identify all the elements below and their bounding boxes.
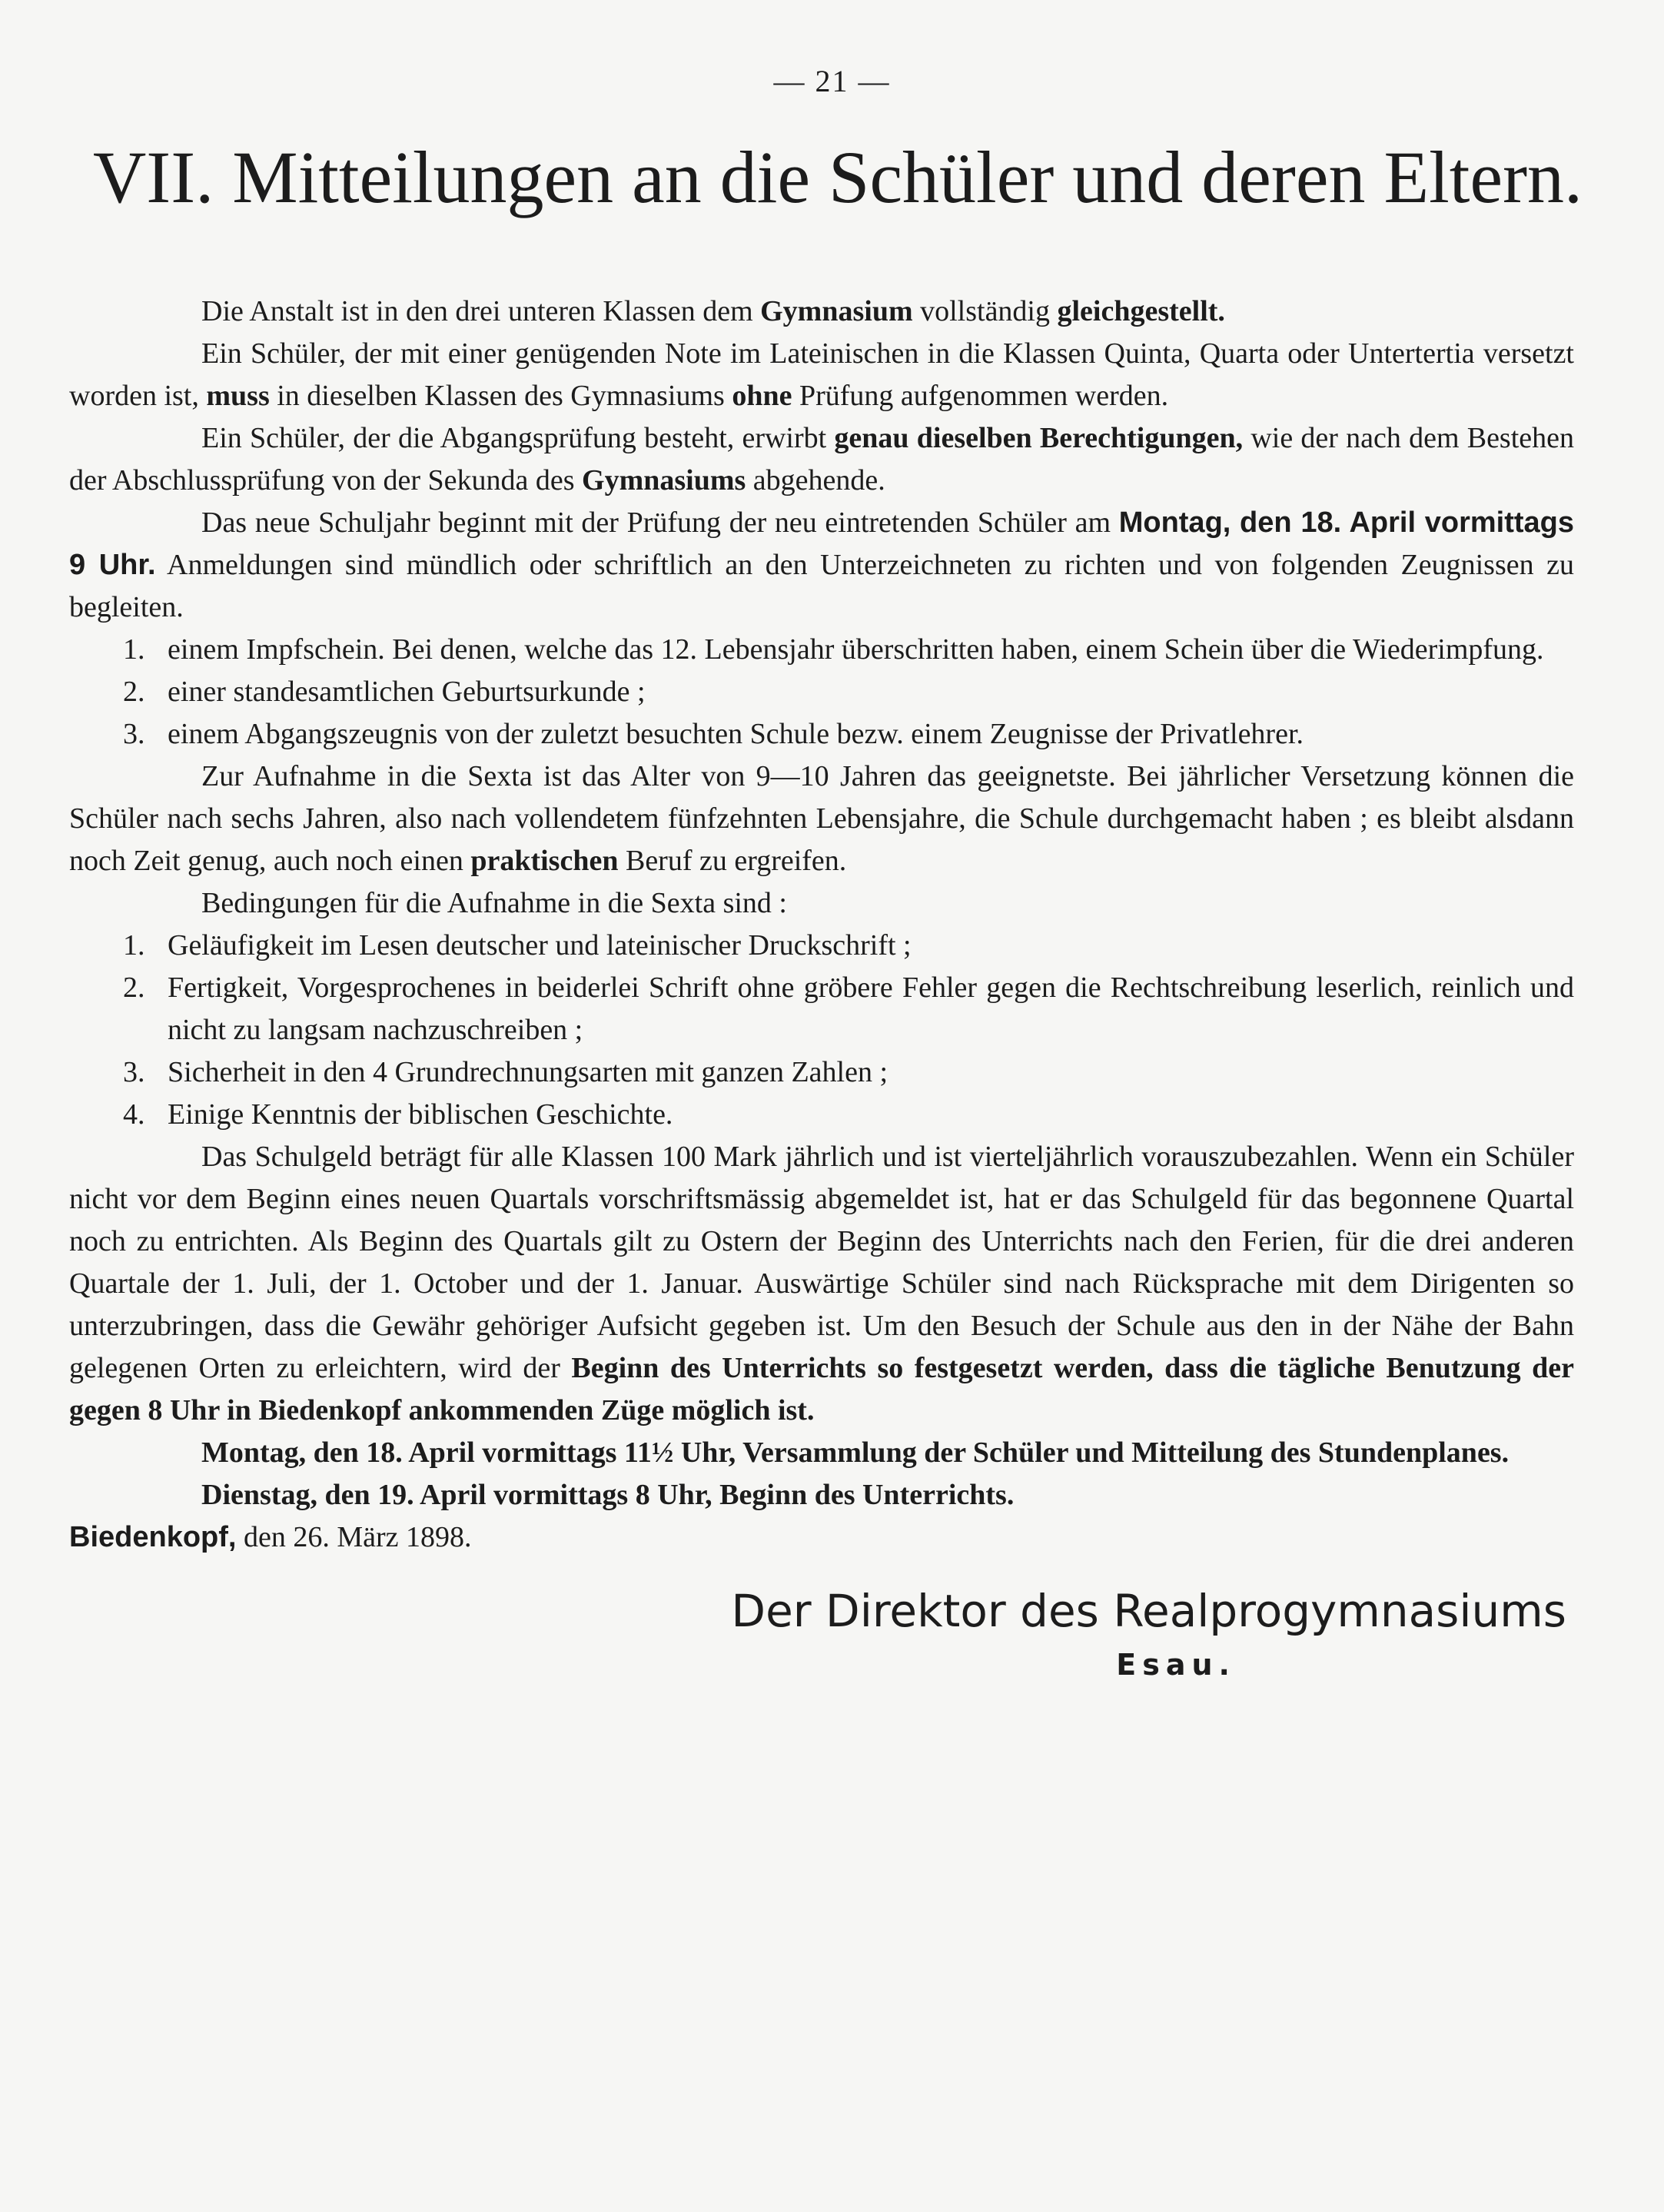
page-number: — 21 —	[773, 64, 891, 98]
list-item: 3. einem Abgangszeugnis von der zuletzt besuchten Schule bezw. einem Zeugnisse der Privatlehrer.	[123, 718, 1304, 750]
paragraph-lessons-start: Dienstag, den 19. April vormittags 8 Uhr, Beginn des Unterrichts.	[201, 1479, 1015, 1511]
list-item: 3. Sicherheit in den 4 Grundrechnungsarten mit ganzen Zahlen ;	[123, 1056, 888, 1088]
list-item: 1. einem Impfschein. Bei denen, welche das 12. Lebensjahr überschritten haben, einem Schein über die Wiederimpfung.	[123, 633, 1544, 666]
director-name: Esau.	[1116, 1648, 1236, 1682]
admission-conditions-list	[69, 925, 1574, 1136]
paragraph-conditions-intro: Bedingungen für die Aufnahme in die Sexta sind :	[201, 887, 787, 919]
signature-date: den 26. März 1898.	[243, 1521, 472, 1553]
paragraph-certificate: Ein Schüler, der die Abgangsprüfung besteht, erwirbt genau dieselben Berechtigungen, wie der nach dem Bestehen der Abschlussprüfung von der Sekunda des Gymnasiums abgehende.	[69, 422, 1575, 497]
document-body	[69, 291, 1574, 1686]
list-item: 4. Einige Kenntnis der biblischen Geschichte.	[123, 1098, 673, 1131]
paragraph-school-fees: Das Schulgeld beträgt für alle Klassen 100 Mark jährlich und ist vierteljährlich vorauszubezahlen. Wenn ein Schüler nicht vor dem Beginn eines neuen Quartals vorschriftsmässig abgemeldet ist, hat er das Schulgeld für das begonnene Quartal noch zu entrichten. Als Beginn des Quartals gilt zu Ostern der Beginn des Unterrichts nach den Ferien, für die drei anderen Quartale der 1. Juli, der 1. October und der 1. Januar. Auswärtige Schüler sind nach Rücksprache mit dem Dirigenten so unterzubringen, dass die Gewähr gehöriger Aufsicht gegeben ist. Um den Besuch der Schule aus den in der Nähe der Bahn gelegenen Orten zu erleichtern, wird der Beginn des Unterrichts so festgesetzt werden, dass die tägliche Benutzung der gegen 8 Uhr in Biedenkopf ankommenden Züge möglich ist.	[69, 1141, 1575, 1427]
paragraph-assembly: Montag, den 18. April vormittags 11½ Uhr, Versammlung der Schüler und Mitteilung des Stundenplanes.	[201, 1436, 1510, 1469]
list-item: 1. Geläufigkeit im Lesen deutscher und lateinischer Druckschrift ;	[123, 929, 912, 962]
place-date-line	[69, 1516, 1574, 1559]
list-item: 2. einer standesamtlichen Geburtsurkunde ;	[123, 676, 646, 708]
place-name: Biedenkopf,	[69, 1521, 237, 1553]
paragraph-school-year: Das neue Schuljahr beginnt mit der Prüfung der neu eintretenden Schüler am Montag, den 18. April vormittags 9 Uhr. Anmeldungen sind mündlich oder schriftlich an den Unterzeichneten zu richten und von folgenden Zeugnissen zu begleiten.	[69, 507, 1575, 623]
paragraph-transfer: Ein Schüler, der mit einer genügenden Note im Lateinischen in die Klassen Quinta, Quarta oder Untertertia versetzt worden ist, muss in dieselben Klassen des Gymnasiums ohne Prüfung aufgenommen werden.	[69, 337, 1574, 412]
director-title: Der Direktor des Realprogymnasiums	[731, 1585, 1566, 1637]
section-title: VII. Mitteilungen an die Schüler und deren Eltern.	[92, 136, 1583, 218]
required-documents-list	[69, 629, 1574, 756]
paragraph-admission-age: Zur Aufnahme in die Sexta ist das Alter von 9—10 Jahren das geeignetste. Bei jährlicher Versetzung können die Schüler nach sechs Jahren, also nach vollendetem fünfzehnten Lebensjahre, die Schule durchgemacht haben ; es bleibt alsdann noch Zeit genug, auch noch einen praktischen Beruf zu ergreifen.	[69, 760, 1574, 877]
paragraph-equivalence: Die Anstalt ist in den drei unteren Klassen dem Gymnasium vollständig gleichgestellt.	[201, 295, 1225, 327]
list-item: 2. Fertigkeit, Vorgesprochenes in beiderlei Schrift ohne gröbere Fehler gegen die Rechtschreibung leserlich, reinlich und nicht zu langsam nachzuschreiben ;	[123, 971, 1574, 1046]
